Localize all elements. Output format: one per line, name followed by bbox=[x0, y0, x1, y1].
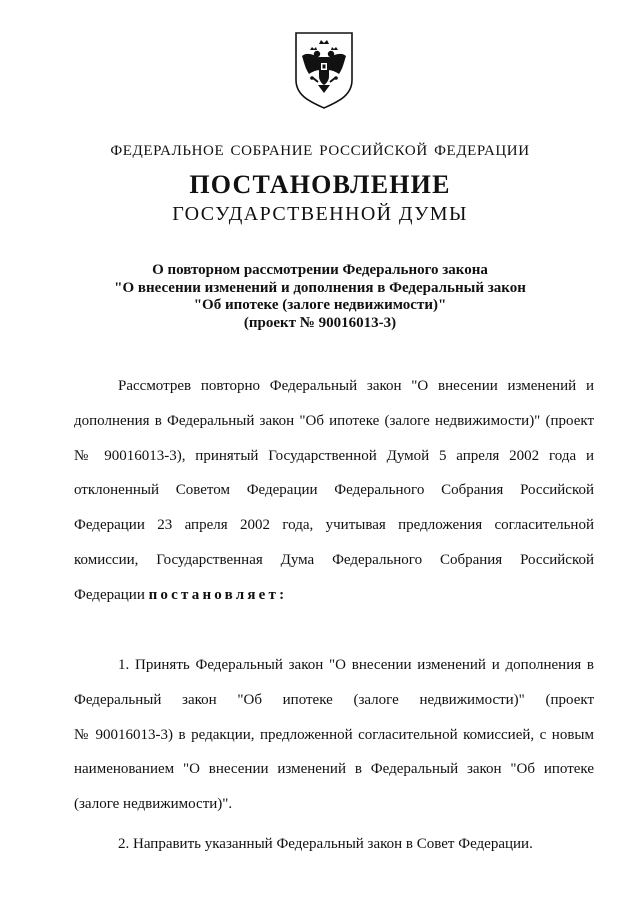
subject-line: "Об ипотеке (залоге недвижимости)" bbox=[193, 297, 447, 313]
coat-of-arms-emblem bbox=[293, 30, 355, 110]
document-type-title: ПОСТАНОВЛЕНИЕ bbox=[189, 170, 451, 199]
subject-line: "О внесении изменений и дополнения в Федеральный закон bbox=[114, 279, 526, 296]
paragraph-line: Федерации 23 апреля 2002 года, учитывая предложения согласительной bbox=[74, 517, 594, 534]
paragraph-line: № 90016013-3), принятый Государственной Думой 5 апреля 2002 года и bbox=[74, 447, 594, 464]
paragraph-line: Рассмотрев повторно Федеральный закон "О внесении изменений и bbox=[118, 378, 594, 394]
document-subject bbox=[0, 262, 640, 332]
subject-line: О повторном рассмотрении Федерального закона bbox=[152, 262, 488, 278]
paragraph-line: № 90016013-3) в редакции, предложенной согласительной комиссией, с новым bbox=[74, 726, 594, 743]
federal-assembly-header: ФЕДЕРАЛЬНОЕ СОБРАНИЕ РОССИЙСКОЙ ФЕДЕРАЦИИ bbox=[110, 143, 530, 159]
resolution-item-1 bbox=[74, 648, 594, 822]
paragraph-line: (залоге недвижимости)". bbox=[74, 796, 233, 813]
paragraph-line: комиссии, Государственная Дума Федерального Собрания Российской bbox=[74, 551, 594, 568]
paragraph-text: Федерации bbox=[74, 586, 145, 603]
preamble-paragraph bbox=[74, 369, 594, 613]
document-issuer: ГОСУДАРСТВЕННОЙ ДУМЫ bbox=[172, 203, 468, 225]
resolution-item-2 bbox=[74, 827, 594, 862]
paragraph-line: Федеральный закон "Об ипотеке (залоге недвижимости)" (проект bbox=[74, 691, 594, 708]
paragraph-line: наименованием "О внесении изменений в Федеральный закон "Об ипотеке bbox=[74, 761, 594, 778]
paragraph-line bbox=[74, 578, 594, 613]
subject-line: (проект № 90016013-3) bbox=[243, 314, 397, 331]
paragraph-line: отклоненный Советом Федерации Федерального Собрания Российской bbox=[74, 482, 594, 499]
resolves-keyword: постановляет: bbox=[148, 586, 288, 603]
paragraph-line: 1. Принять Федеральный закон "О внесении изменений и дополнения в bbox=[118, 657, 594, 673]
paragraph-line: дополнения в Федеральный закон "Об ипотеке (залоге недвижимости)" (проект bbox=[74, 412, 594, 429]
paragraph-line: 2. Направить указанный Федеральный закон в Совет Федерации. bbox=[118, 836, 533, 852]
